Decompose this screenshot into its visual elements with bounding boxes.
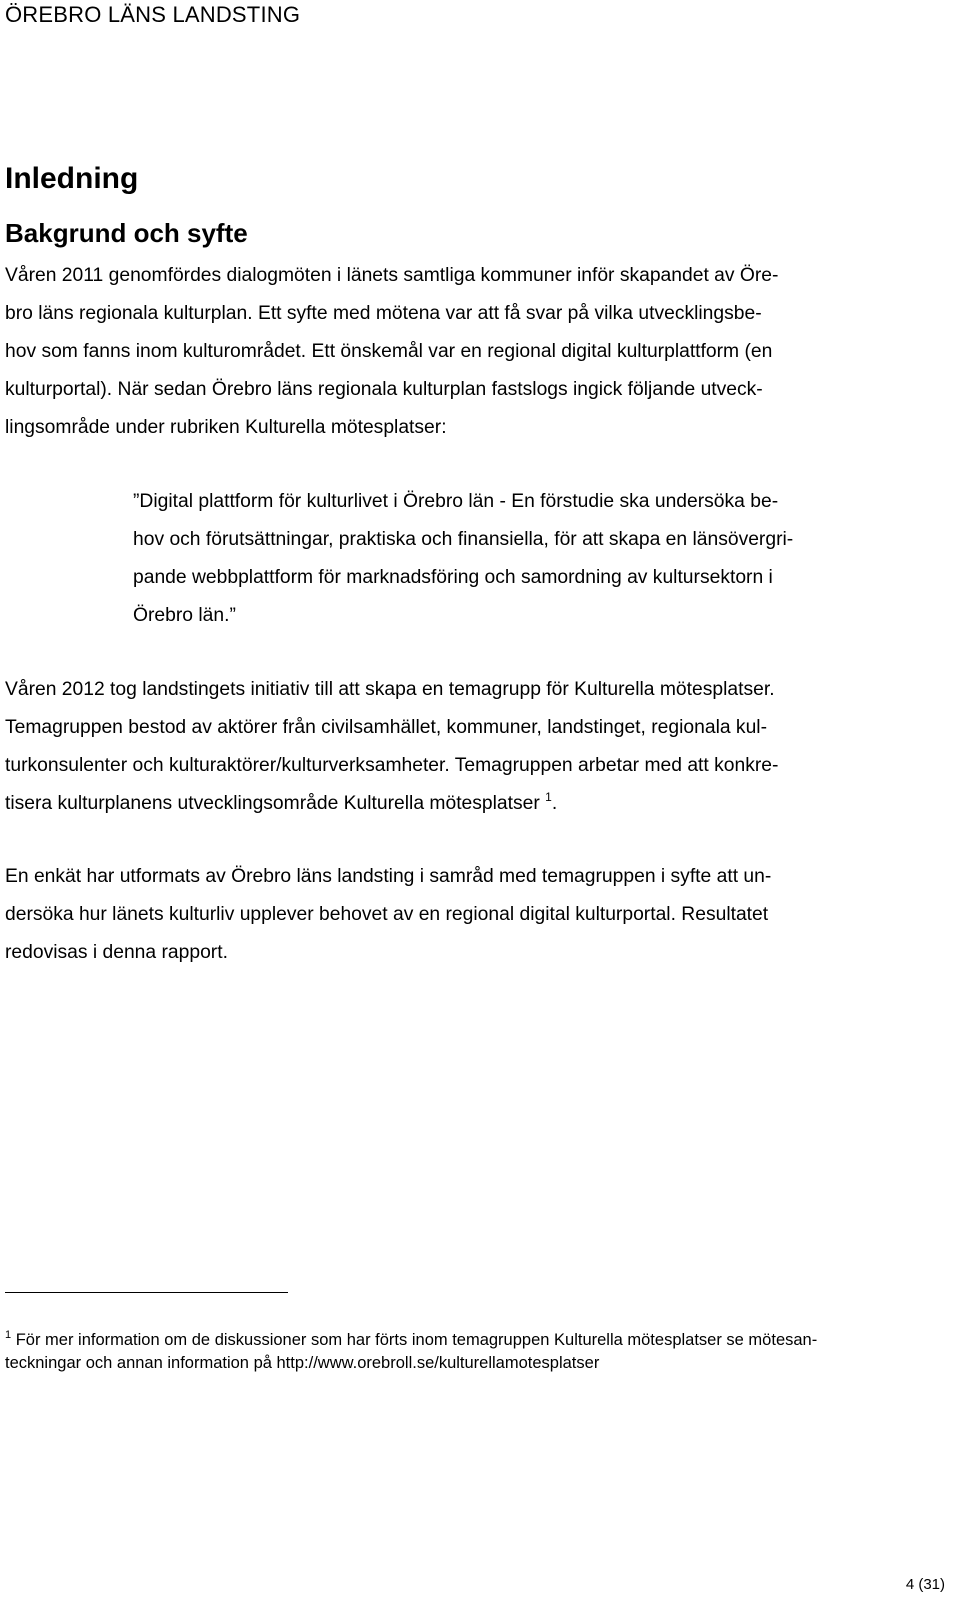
paragraph-line-text: tisera kulturplanens utvecklingsområde Kulturella mötesplatser bbox=[5, 793, 540, 814]
footnote bbox=[5, 1329, 817, 1375]
paragraph-temagrupp bbox=[5, 671, 778, 823]
quote-line: ”Digital plattform för kulturlivet i Örebro län - En förstudie ska undersöka be- bbox=[133, 491, 779, 512]
footnote-number: 1 bbox=[5, 1329, 12, 1341]
block-quote bbox=[133, 483, 793, 635]
section-title: Inledning bbox=[5, 162, 139, 195]
footnote-line: teckningar och annan information på http://www.orebroll.se/kulturellamotesplatser bbox=[5, 1354, 600, 1372]
page-number: 4 (31) bbox=[905, 1576, 945, 1593]
footnote-separator bbox=[5, 1292, 288, 1293]
paragraph-line: turkonsulenter och kulturaktörer/kulturverksamheter. Temagruppen arbetar med att konkre- bbox=[5, 755, 779, 776]
paragraph-line: lingsområde under rubriken Kulturella mötesplatser: bbox=[5, 417, 447, 438]
footnote-text: För mer information om de diskussioner som har förts inom temagruppen Kulturella mötesplatser se mötesan- bbox=[11, 1331, 818, 1349]
footnote-line bbox=[5, 1329, 817, 1352]
paragraph-line: hov som fanns inom kulturområdet. Ett önskemål var en regional digital kulturplattform (en bbox=[5, 341, 773, 362]
paragraph-line: dersöka hur länets kulturliv upplever behovet av en regional digital kulturportal. Resultatet bbox=[5, 904, 769, 925]
paragraph-enkat bbox=[5, 858, 771, 972]
quote-line: hov och förutsättningar, praktiska och finansiella, för att skapa en länsövergri- bbox=[133, 529, 794, 550]
paragraph-line: En enkät har utformats av Örebro läns landsting i samråd med temagruppen i syfte att un- bbox=[5, 866, 772, 887]
quote-line: Örebro län.” bbox=[133, 605, 236, 626]
paragraph-line: Våren 2012 tog landstingets initiativ till att skapa en temagrupp för Kulturella mötesplatser. bbox=[5, 679, 775, 700]
paragraph-line: bro läns regionala kulturplan. Ett syfte med mötena var att få svar på vilka utvecklingsbe- bbox=[5, 303, 762, 324]
quote-line: pande webbplattform för marknadsföring och samordning av kultursektorn i bbox=[133, 567, 773, 588]
paragraph-line: Temagruppen bestod av aktörer från civilsamhället, kommuner, landstinget, regionala kul- bbox=[5, 717, 768, 738]
paragraph-line: Våren 2011 genomfördes dialogmöten i länets samtliga kommuner inför skapandet av Öre- bbox=[5, 265, 779, 286]
paragraph-line: redovisas i denna rapport. bbox=[5, 942, 228, 963]
end-punctuation: . bbox=[551, 793, 558, 814]
paragraph-line: kulturportal). När sedan Örebro läns regionala kulturplan fastslogs ingick följande utveck- bbox=[5, 379, 763, 400]
footnote-reference[interactable]: 1 bbox=[545, 790, 552, 804]
paragraph-line bbox=[5, 785, 778, 823]
paragraph-background bbox=[5, 257, 778, 447]
section-subtitle: Bakgrund och syfte bbox=[5, 218, 248, 248]
page-header: ÖREBRO LÄNS LANDSTING bbox=[5, 2, 301, 27]
